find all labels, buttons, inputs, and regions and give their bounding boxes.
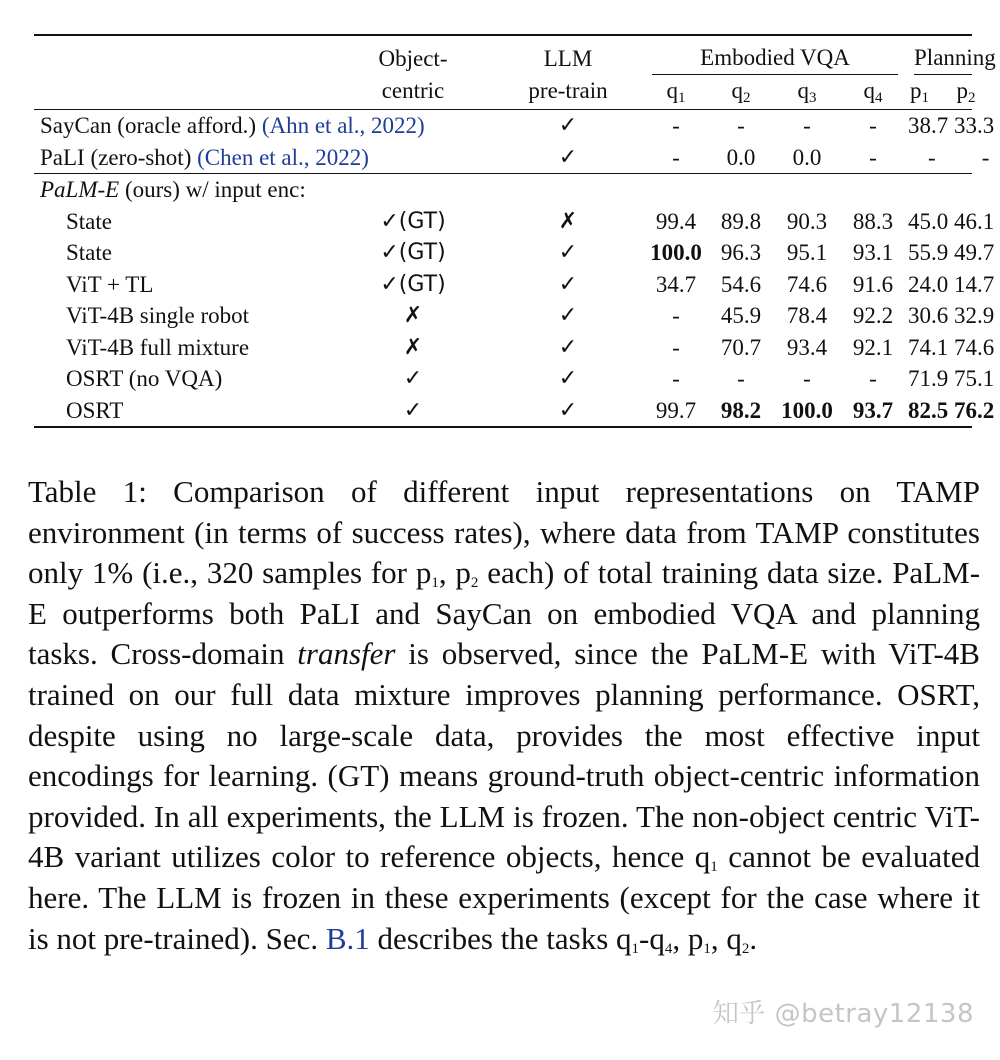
citation-link[interactable]: (Ahn et al., 2022) [261,113,425,138]
table-row: ViT + TL ✓(GT) ✓ 34.7 54.6 74.6 91.6 24.0 14.7 [66,271,995,297]
header-object-centric-2: centric [381,77,445,103]
table-row: OSRT ✓ ✓ 99.7 98.2 100.0 93.7 82.5 76.2 [34,395,972,428]
table-row: OSRT (no VQA) ✓ ✓ - - - - 71.9 75.1 [66,366,995,391]
header-llm-2: pre-train [528,77,608,103]
results-table [34,34,996,428]
header-q1: $q_1$ [666,77,686,106]
header-q4: $q_4$ [863,77,883,106]
header-q3: $q_3$ [797,77,817,106]
header-llm: LLM [492,35,644,75]
table-row: State ✓(GT) ✓ 100.0 96.3 95.1 93.1 55.9 49.7 [66,240,995,265]
table-row: SayCan (oracle afford.) (Ahn et al., 2022) ✓ - - - - 38.7 33.3 [34,110,972,142]
table-caption: Table 1: Comparison of different input representations on TAMP environment (in terms of success rates), where data from TAMP constitutes only 1% (i.e., 320 samples for $p_1$, $p_2$ each) of total training data size. PaLM-E outperforms both PaLI and SayCan on embodied VQA and planning tasks. Cross-domain transfer is observed, since the PaLM-E with ViT-4B trained on our full data mixture improves planning performance. OSRT, despite using no large-scale data, provides the most effective input encodings for learning. (GT) means ground-truth object-centric information provided. In all experiments, the LLM is frozen. The non-object centric ViT-4B variant utilizes color to reference objects, hence $q_1$ cannot be evaluated here. The LLM is frozen in these experiments (except for the case where it is not pre-trained). Sec. B.1 describes the tasks $q_1-q_4$, $p_1$, $q_2$. [28,474,981,957]
header-p1-p2: $p_1$ $p_2$ [910,77,976,106]
section-header-palme: PaLM-E (ours) w/ input enc: [34,174,972,206]
section-link[interactable]: B.1 [325,920,370,956]
header-embodied-vqa: Embodied VQA [652,42,898,75]
table-row: State ✓(GT) ✗ 99.4 89.8 90.3 88.3 45.0 46.1 [66,208,995,234]
header-object-centric: Object- [334,35,492,75]
table-row: ViT-4B full mixture ✗ ✓ - 70.7 93.4 92.1 74.1 74.6 [66,334,995,360]
table-row: ViT-4B single robot ✗ ✓ - 45.9 78.4 92.2 30.6 32.9 [66,303,995,328]
citation-link[interactable]: (Chen et al., 2022) [197,144,369,170]
table-row: PaLI (zero-shot) (Chen et al., 2022) ✓ - 0.0 0.0 - - - [40,144,990,170]
header-q2: $q_2$ [731,77,751,106]
header-planning: Planning [914,42,972,75]
watermark: 知乎 @betray12138 [712,999,974,1029]
